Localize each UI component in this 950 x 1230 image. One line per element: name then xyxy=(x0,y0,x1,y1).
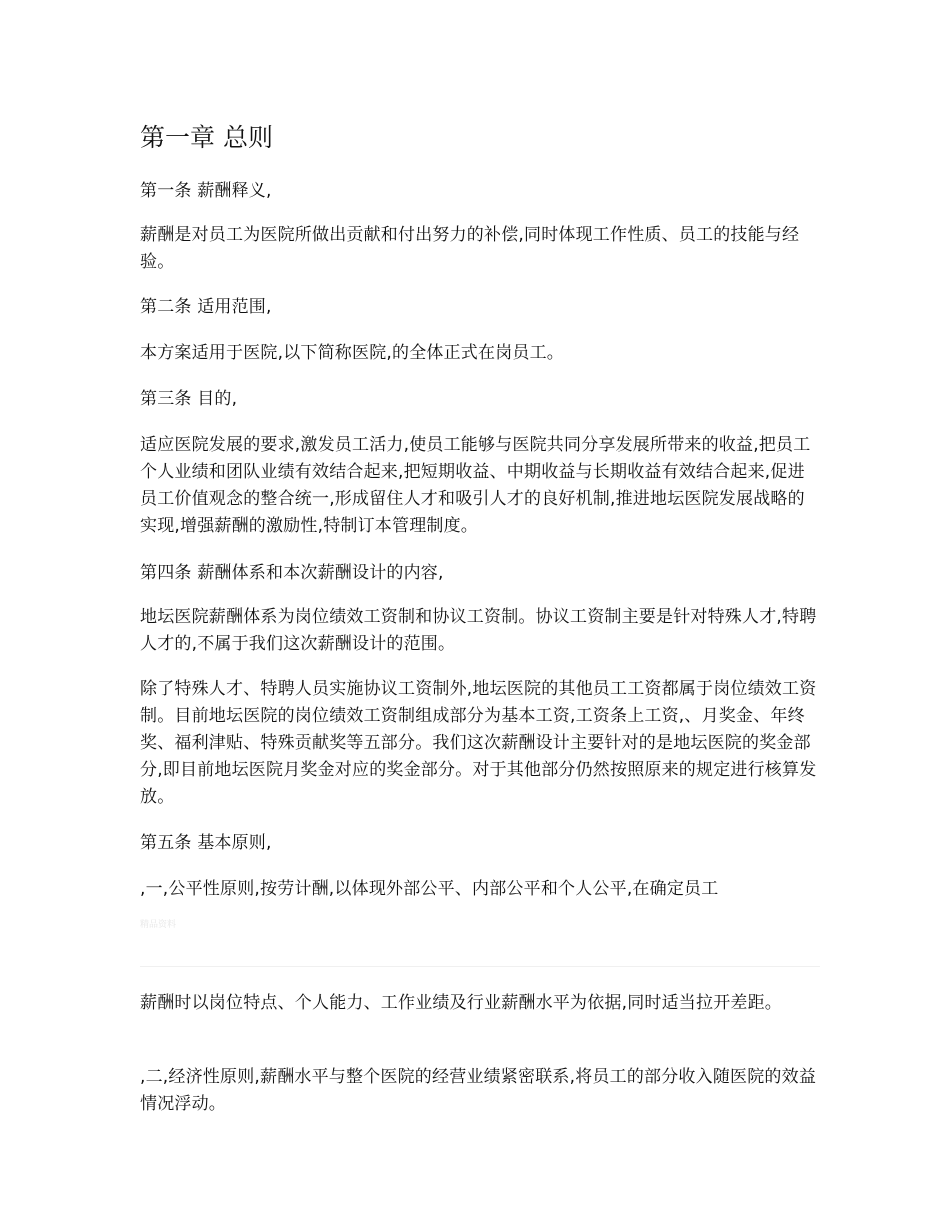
paragraph-text: 薪酬是对员工为医院所做出贡献和付出努力的补偿,同时体现工作性质、员工的技能与经验。 xyxy=(140,225,800,272)
paragraph-text: 地坛医院薪酬体系为岗位绩效工资制和协议工资制。协议工资制主要是针对特殊人才,特聘人才的,不属于我们这次薪酬设计的范围。 xyxy=(140,607,817,654)
article-2-body xyxy=(140,340,820,367)
chapter-title: 第一章 总则 xyxy=(140,123,273,152)
paragraph-text: 第一条 薪酬释义, xyxy=(140,181,272,201)
footer-watermark: 精品资料 xyxy=(140,920,177,930)
principle-2 xyxy=(140,1064,820,1118)
paragraph-text: 本方案适用于医院,以下简称医院,的全体正式在岗员工。 xyxy=(140,343,565,363)
article-4-detail xyxy=(140,676,820,811)
paragraph-text: 第二条 适用范围, xyxy=(140,297,272,317)
paragraph-text: 除了特殊人才、特聘人员实施协议工资制外,地坛医院的其他员工工资都属于岗位绩效工资制。目前地坛医院的岗位绩效工资制组成部分为基本工资,工资条上工资,、月奖金、年终奖、福利津贴、特殊贡献奖等五部分。我们这次薪酬设计主要针对的是地坛医院的奖金部分,即目前地坛医院月奖金对应的奖金部分。对于其他部分仍然按照原来的规定进行核算发放。 xyxy=(140,679,817,807)
principle-1-start xyxy=(140,876,820,903)
article-4-heading xyxy=(140,560,820,587)
article-1-body xyxy=(140,222,820,276)
article-3-body xyxy=(140,432,820,540)
paragraph-text: 适应医院发展的要求,激发员工活力,使员工能够与医院共同分享发展所带来的收益,把员工个人业绩和团队业绩有效结合起来,把短期收益、中期收益与长期收益有效结合起来,促进员工价值观念的整合统一,形成留住人才和吸引人才的良好机制,推进地坛医院发展战略的实现,增强薪酬的激励性,特制订本管理制度。 xyxy=(140,435,811,536)
paragraph-text: 第四条 薪酬体系和本次薪酬设计的内容, xyxy=(140,563,444,583)
article-3-heading xyxy=(140,386,820,413)
principle-1-continued xyxy=(140,990,820,1017)
article-5-heading xyxy=(140,830,820,857)
article-1-heading xyxy=(140,178,820,205)
page-divider xyxy=(140,966,820,967)
paragraph-text: ,一,公平性原则,按劳计酬,以体现外部公平、内部公平和个人公平,在确定员工 xyxy=(140,879,719,899)
article-4-body xyxy=(140,604,820,658)
paragraph-text: 第五条 基本原则, xyxy=(140,833,272,853)
paragraph-text: ,二,经济性原则,薪酬水平与整个医院的经营业绩紧密联系,将员工的部分收入随医院的效益情况浮动。 xyxy=(140,1067,817,1114)
article-2-heading xyxy=(140,294,820,321)
paragraph-text: 第三条 目的, xyxy=(140,389,238,409)
paragraph-text: 薪酬时以岗位特点、个人能力、工作业绩及行业薪酬水平为依据,同时适当拉开差距。 xyxy=(140,993,783,1013)
